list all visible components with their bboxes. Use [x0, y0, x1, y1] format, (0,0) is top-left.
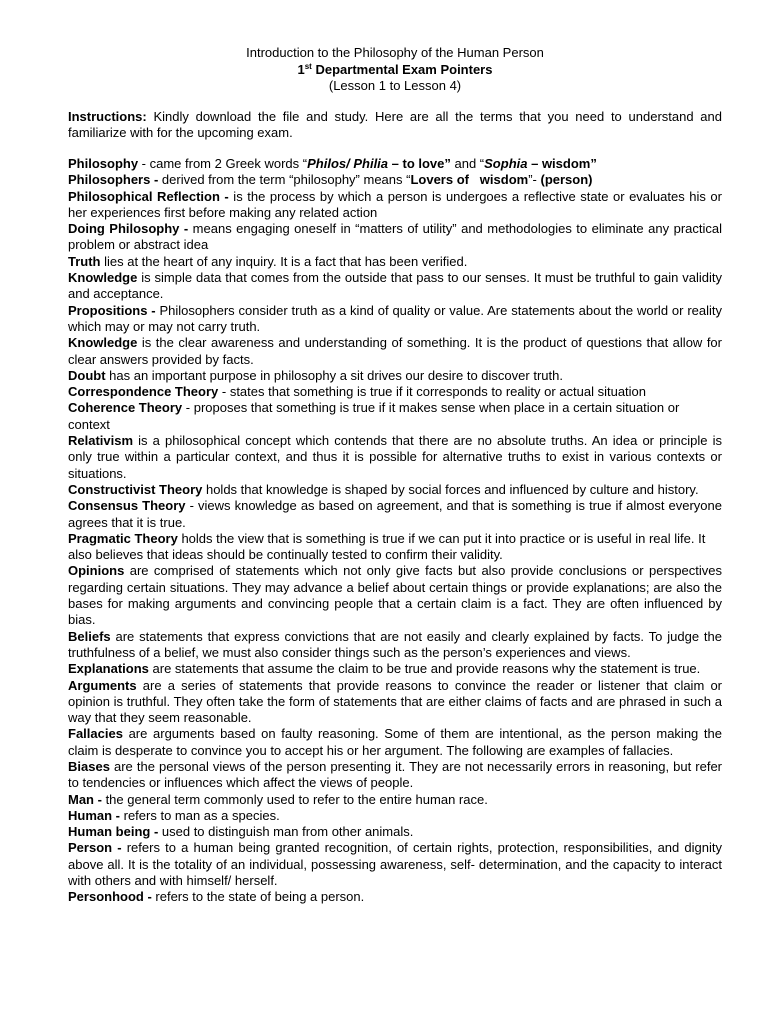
term-entry-doing-philosophy	[68, 221, 722, 254]
term-entry-human	[68, 808, 722, 824]
term-name: Person -	[68, 840, 122, 856]
term-name: Knowledge	[68, 335, 138, 351]
term-name: Consensus Theory	[68, 498, 186, 514]
document-header	[68, 45, 722, 94]
lesson-range: (Lesson 1 to Lesson 4)	[328, 78, 462, 93]
term-name: Arguments	[68, 677, 137, 693]
instructions-text: Kindly download the file and study. Here are all the terms that you need to understand and familiarize with for the upcoming exam.	[68, 109, 722, 140]
term-entry-coherence-theory	[68, 400, 722, 433]
term-definition: derived from the term “philosophy” means “	[158, 172, 411, 188]
instructions-paragraph	[68, 109, 722, 141]
term-name: Human -	[68, 807, 120, 823]
term-definition: used to distinguish man from other animals.	[158, 824, 414, 840]
term-definition: and “	[450, 156, 485, 171]
term-name: Explanations	[68, 661, 149, 677]
term-definition: Philosophers consider truth as a kind of quality or value. Are statements about the world or reality which may or may not carry truth.	[68, 302, 723, 334]
term-entry-man	[68, 792, 722, 808]
term-entry-biases	[68, 759, 722, 792]
term-definition: is the process by which a person is undergoes a reflective state or evaluates his or her experiences first before making any related action	[68, 188, 722, 220]
term-name: Man -	[68, 791, 102, 807]
term-definition: are statements that assume the claim to be true and provide reasons why the statement is true.	[148, 661, 701, 677]
term-entry-personhood	[68, 889, 722, 905]
term-definition: is the clear awareness and understanding of something. It is the product of questions that allow for clear answers provided by facts.	[68, 335, 722, 367]
term-definition: are a series of statements that provide reasons to convince the reader or listener that claim or opinion is truthful. They often take the form of statements that are either claims of facts and are phrased in such a way that they seem reasonable.	[68, 677, 722, 726]
term-definition: are arguments based on faulty reasoning. Some of them are intentional, as the person making the claim is desperate to convince you to accept his or her argument. The following are examples of fallacies.	[68, 726, 722, 758]
term-definition: - views knowledge as based on agreement, and that is something is true if almost everyone agrees that it is true.	[68, 498, 722, 530]
term-entry-consensus-theory	[68, 498, 722, 531]
term-entry-human-being	[68, 824, 722, 840]
term-definition: holds the view that is something is true if we can put it into practice or is useful in real life. It also believes that ideas should be continually tested to confirm their validity.	[68, 530, 706, 563]
term-definition: is simple data that comes from the outside that pass to our senses. It must be truthful to gain validity and acceptance.	[68, 270, 722, 302]
term-name: Philosophy	[68, 156, 139, 171]
term-entry-opinions	[68, 563, 722, 628]
instructions-label: Instructions:	[68, 109, 147, 124]
term-entry-constructivist-theory	[68, 482, 722, 498]
term-entry-beliefs	[68, 629, 722, 662]
term-definition: - proposes that something is true if it makes sense when place in a certain situation or context	[68, 400, 680, 432]
term-entry-explanations	[68, 661, 722, 677]
term-entry-doubt	[68, 368, 722, 384]
term-definition: lies at the heart of any inquiry. It is a fact that has been verified.	[100, 253, 468, 269]
term-entry-relativism	[68, 433, 722, 482]
term-emphasis: Lovers of wisdom	[410, 172, 529, 188]
term-entry-propositions	[68, 303, 722, 336]
term-definition: holds that knowledge is shaped by social forces and influenced by culture and history.	[202, 481, 699, 497]
term-name: Doubt	[68, 367, 106, 383]
term-entry-philosophy	[68, 156, 722, 172]
term-definition: are the personal views of the person presenting it. They are not necessarily errors in reasoning, but refer to tendencies or influences which affect the views of people.	[68, 758, 722, 791]
term-name: Philosophical Reflection -	[68, 188, 229, 204]
term-definition: are statements that express convictions that are not easily and clearly explained by facts. To judge the truthfulness of a belief, we must also consider things such as the person’s experiences and views.	[68, 628, 722, 660]
term-name: Coherence Theory	[68, 400, 183, 416]
term-definition: ”-	[528, 172, 541, 188]
exam-ordinal-suffix: st	[304, 62, 312, 71]
term-entry-philosophers	[68, 172, 722, 188]
term-definition: are comprised of statements which not only give facts but also provide conclusions or perspectives regarding certain situations. They may advance a belief about certain things or provide explanations; are also the bases for making arguments and convincing people that a certain claim is a fact. They are often influenced by bias.	[68, 563, 722, 628]
term-entry-philosophical-reflection	[68, 189, 722, 222]
term-definition: - states that something is true if it corresponds to reality or actual situation	[218, 384, 647, 400]
term-name: Constructivist Theory	[68, 481, 203, 497]
term-definition: means engaging oneself in “matters of utility” and methodologies to eliminate any practical problem or abstract idea	[68, 221, 722, 253]
term-name: Doing Philosophy -	[68, 221, 189, 237]
term-name: Knowledge	[68, 270, 138, 286]
term-definition: has an important purpose in philosophy a sit drives our desire to discover truth.	[105, 367, 563, 383]
term-name: Opinions	[68, 563, 125, 579]
term-entry-fallacies	[68, 726, 722, 759]
term-emphasis: – wisdom”	[527, 156, 597, 171]
term-name: Fallacies	[68, 726, 123, 742]
document-page	[68, 45, 722, 906]
term-entry-pragmatic-theory	[68, 531, 722, 564]
course-title: Introduction to the Philosophy of the Human Person	[246, 45, 544, 60]
term-entry-correspondence-theory	[68, 384, 722, 400]
term-name: Pragmatic Theory	[68, 530, 178, 546]
term-name: Philosophers -	[68, 172, 159, 188]
term-definition: refers to man as a species.	[120, 807, 280, 823]
term-name: Biases	[68, 758, 110, 774]
term-emphasis: (person)	[540, 172, 593, 188]
term-name: Correspondence Theory	[68, 384, 219, 400]
exam-title	[68, 62, 722, 78]
term-definition: refers to a human being granted recognition, of certain rights, protection, responsibilities, and dignity above all. It is the totality of an individual, possessing awareness, self- determination, and the capacity to interact with others and with himself/ herself.	[68, 840, 722, 889]
term-name: Truth	[68, 253, 101, 269]
term-emphasis: Sophia	[484, 156, 528, 171]
term-emphasis: Philos/ Philia	[307, 156, 389, 171]
term-entry-arguments	[68, 678, 722, 727]
term-definition: refers to the state of being a person.	[151, 889, 365, 905]
term-name: Beliefs	[68, 628, 111, 644]
term-definition: - came from 2 Greek words “	[138, 156, 308, 171]
term-definition: the general term commonly used to refer to the entire human race.	[101, 791, 488, 807]
term-name: Relativism	[68, 433, 134, 449]
term-name: Human being -	[68, 824, 159, 840]
term-definition: is a philosophical concept which contends that there are no absolute truths. An idea or principle is only true within a particular context, and thus it is possible for alternative truths to exist in various contexts or situations.	[68, 433, 722, 481]
term-name: Propositions -	[68, 302, 156, 318]
exam-ordinal: 1	[297, 62, 305, 77]
exam-title-text: Departmental Exam Pointers	[311, 62, 493, 77]
term-emphasis: – to love”	[388, 156, 451, 171]
term-list	[68, 156, 722, 906]
term-entry-knowledge	[68, 270, 722, 303]
term-name: Personhood -	[68, 889, 152, 905]
term-entry-person	[68, 840, 722, 889]
term-entry-truth	[68, 254, 722, 270]
term-entry-knowledge-2	[68, 335, 722, 368]
